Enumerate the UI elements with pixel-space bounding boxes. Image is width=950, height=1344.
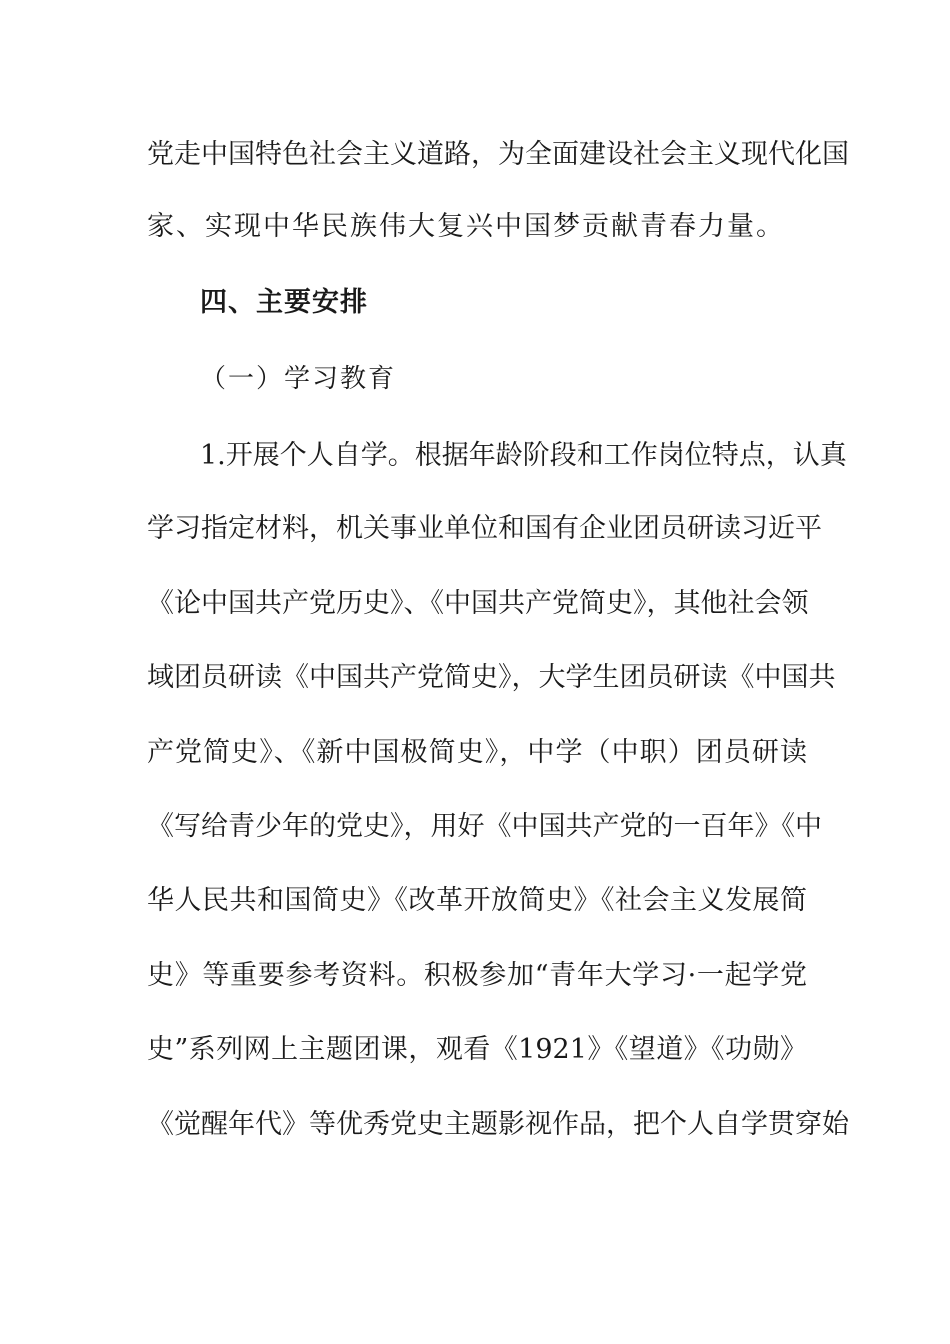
subsection-heading: （一）学习教育: [200, 364, 397, 394]
paragraph-2-line-4: 域团员研读《中国共产党简史》，大学生团员研读《中国共: [147, 662, 836, 693]
paragraph-2-line-7: 华人民共和国简史》《改革开放简史》《社会主义发展简: [147, 885, 807, 916]
section-heading: 四、主要安排: [200, 287, 368, 318]
paragraph-1-line-1: 党走中国特色社会主义道路，为全面建设社会主义现代化国: [147, 139, 849, 170]
paragraph-2-line-6: 《写给青少年的党史》，用好《中国共产党的一百年》《中: [147, 811, 822, 842]
paragraph-2-line-5: 产党简史》、《新中国极简史》，中学（中职）团员研读: [147, 737, 807, 768]
paragraph-2-line-8: 史》等重要参考资料。积极参加“青年大学习·一起学党: [147, 960, 807, 991]
paragraph-2-line-2: 学习指定材料，机关事业单位和国有企业团员研读习近平: [147, 513, 822, 544]
paragraph-1-line-2: 家、实现中华民族伟大复兴中国梦贡献青春力量。: [147, 211, 785, 242]
paragraph-2-line-1: 1.开展个人自学。根据年龄阶段和工作岗位特点，认真: [200, 440, 847, 471]
paragraph-2-line-9: 史”系列网上主题团课，观看《1921》《望道》《功勋》: [147, 1034, 807, 1065]
paragraph-2-line-3: 《论中国共产党历史》、《中国共产党简史》，其他社会领: [147, 588, 809, 619]
paragraph-2-line-10: 《觉醒年代》等优秀党史主题影视作品，把个人自学贯穿始: [147, 1109, 849, 1140]
